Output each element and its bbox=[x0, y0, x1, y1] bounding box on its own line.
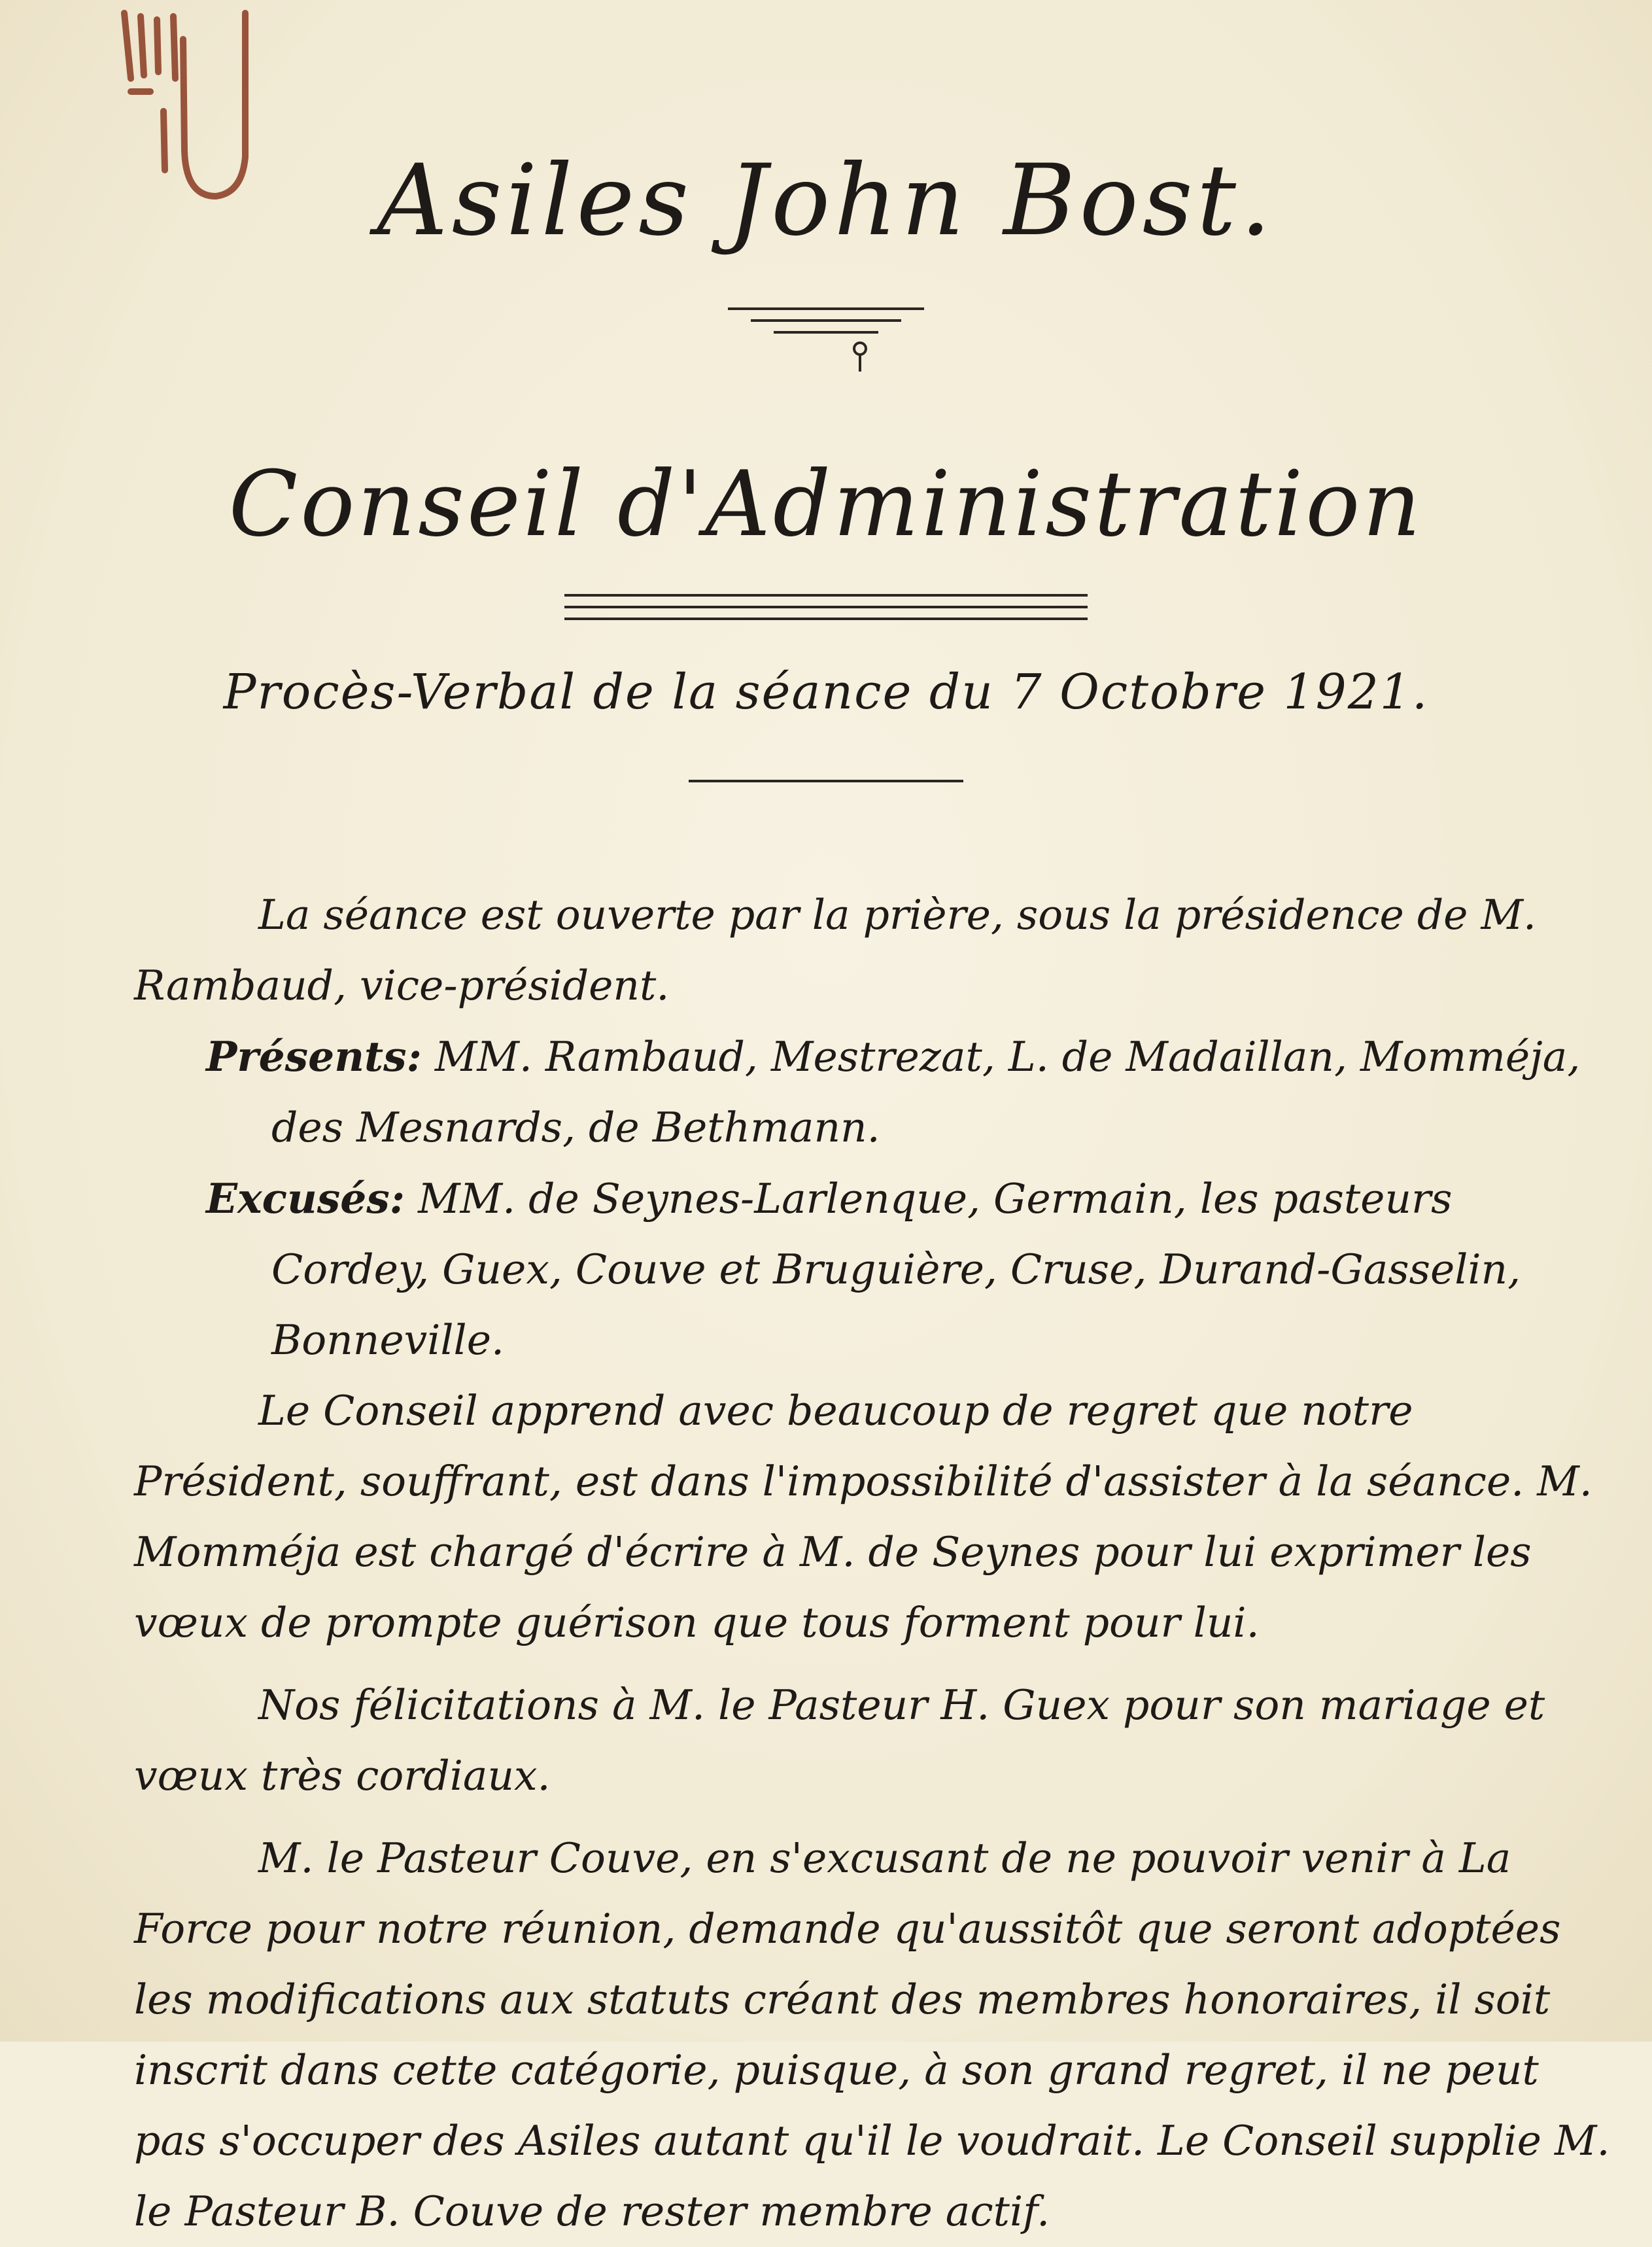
president-illness-paragraph: Le Conseil apprend avec beaucoup de regret que notre Président, souffrant, est dans l'impossibilité d'assister à la séance. M. Momméja est chargé d'écrire à M. de Seynes pour lui exprimer les vœux de prompte guérison que tous forment pour lui. bbox=[134, 1387, 1592, 1646]
subtitle-underline bbox=[0, 594, 1652, 620]
title-underline bbox=[0, 307, 1652, 334]
minutes-heading: Procès-Verbal de la séance du 7 Octobre 1921. bbox=[223, 664, 1429, 720]
document-subtitle: Conseil d'Administration bbox=[228, 451, 1424, 557]
present-list: MM. Rambaud, Mestrezat, L. de Madaillan, Momméja, des Mesnards, de Bethmann. bbox=[271, 1033, 1581, 1151]
congratulations-paragraph: Nos félicitations à M. le Pasteur H. Guex pour son mariage et vœux très cordiaux. bbox=[134, 1681, 1545, 1800]
ornament-stem bbox=[859, 353, 861, 372]
document-title: Asiles John Bost. bbox=[377, 144, 1275, 258]
present-label: Présents: bbox=[206, 1032, 422, 1081]
opening-paragraph: La séance est ouverte par la prière, sous la présidence de M. Rambaud, vice-président. bbox=[134, 891, 1537, 1009]
excused-label: Excusés: bbox=[206, 1174, 405, 1223]
pastor-couve-paragraph: M. le Pasteur Couve, en s'excusant de ne pouvoir venir à La Force pour notre réunion, demande qu'aussitôt que seront adoptées les modifications aux statuts créant des membres honoraires, il soit inscrit dans cette catégorie, puisque, à son grand regret, il ne peut pas s'occuper des Asiles autant qu'il le voudrait. Le Conseil supplie M. le Pasteur B. Couve de rester membre actif. bbox=[134, 1834, 1610, 2235]
present-members bbox=[134, 1021, 1615, 1163]
excused-members bbox=[134, 1163, 1615, 1376]
excused-list: MM. de Seynes-Larlenque, Germain, les pasteurs Cordey, Guex, Couve et Bruguière, Cruse, Durand-Gasselin, Bonneville. bbox=[271, 1175, 1521, 1364]
minutes-body bbox=[134, 880, 1615, 2247]
heading-underline bbox=[0, 780, 1652, 782]
